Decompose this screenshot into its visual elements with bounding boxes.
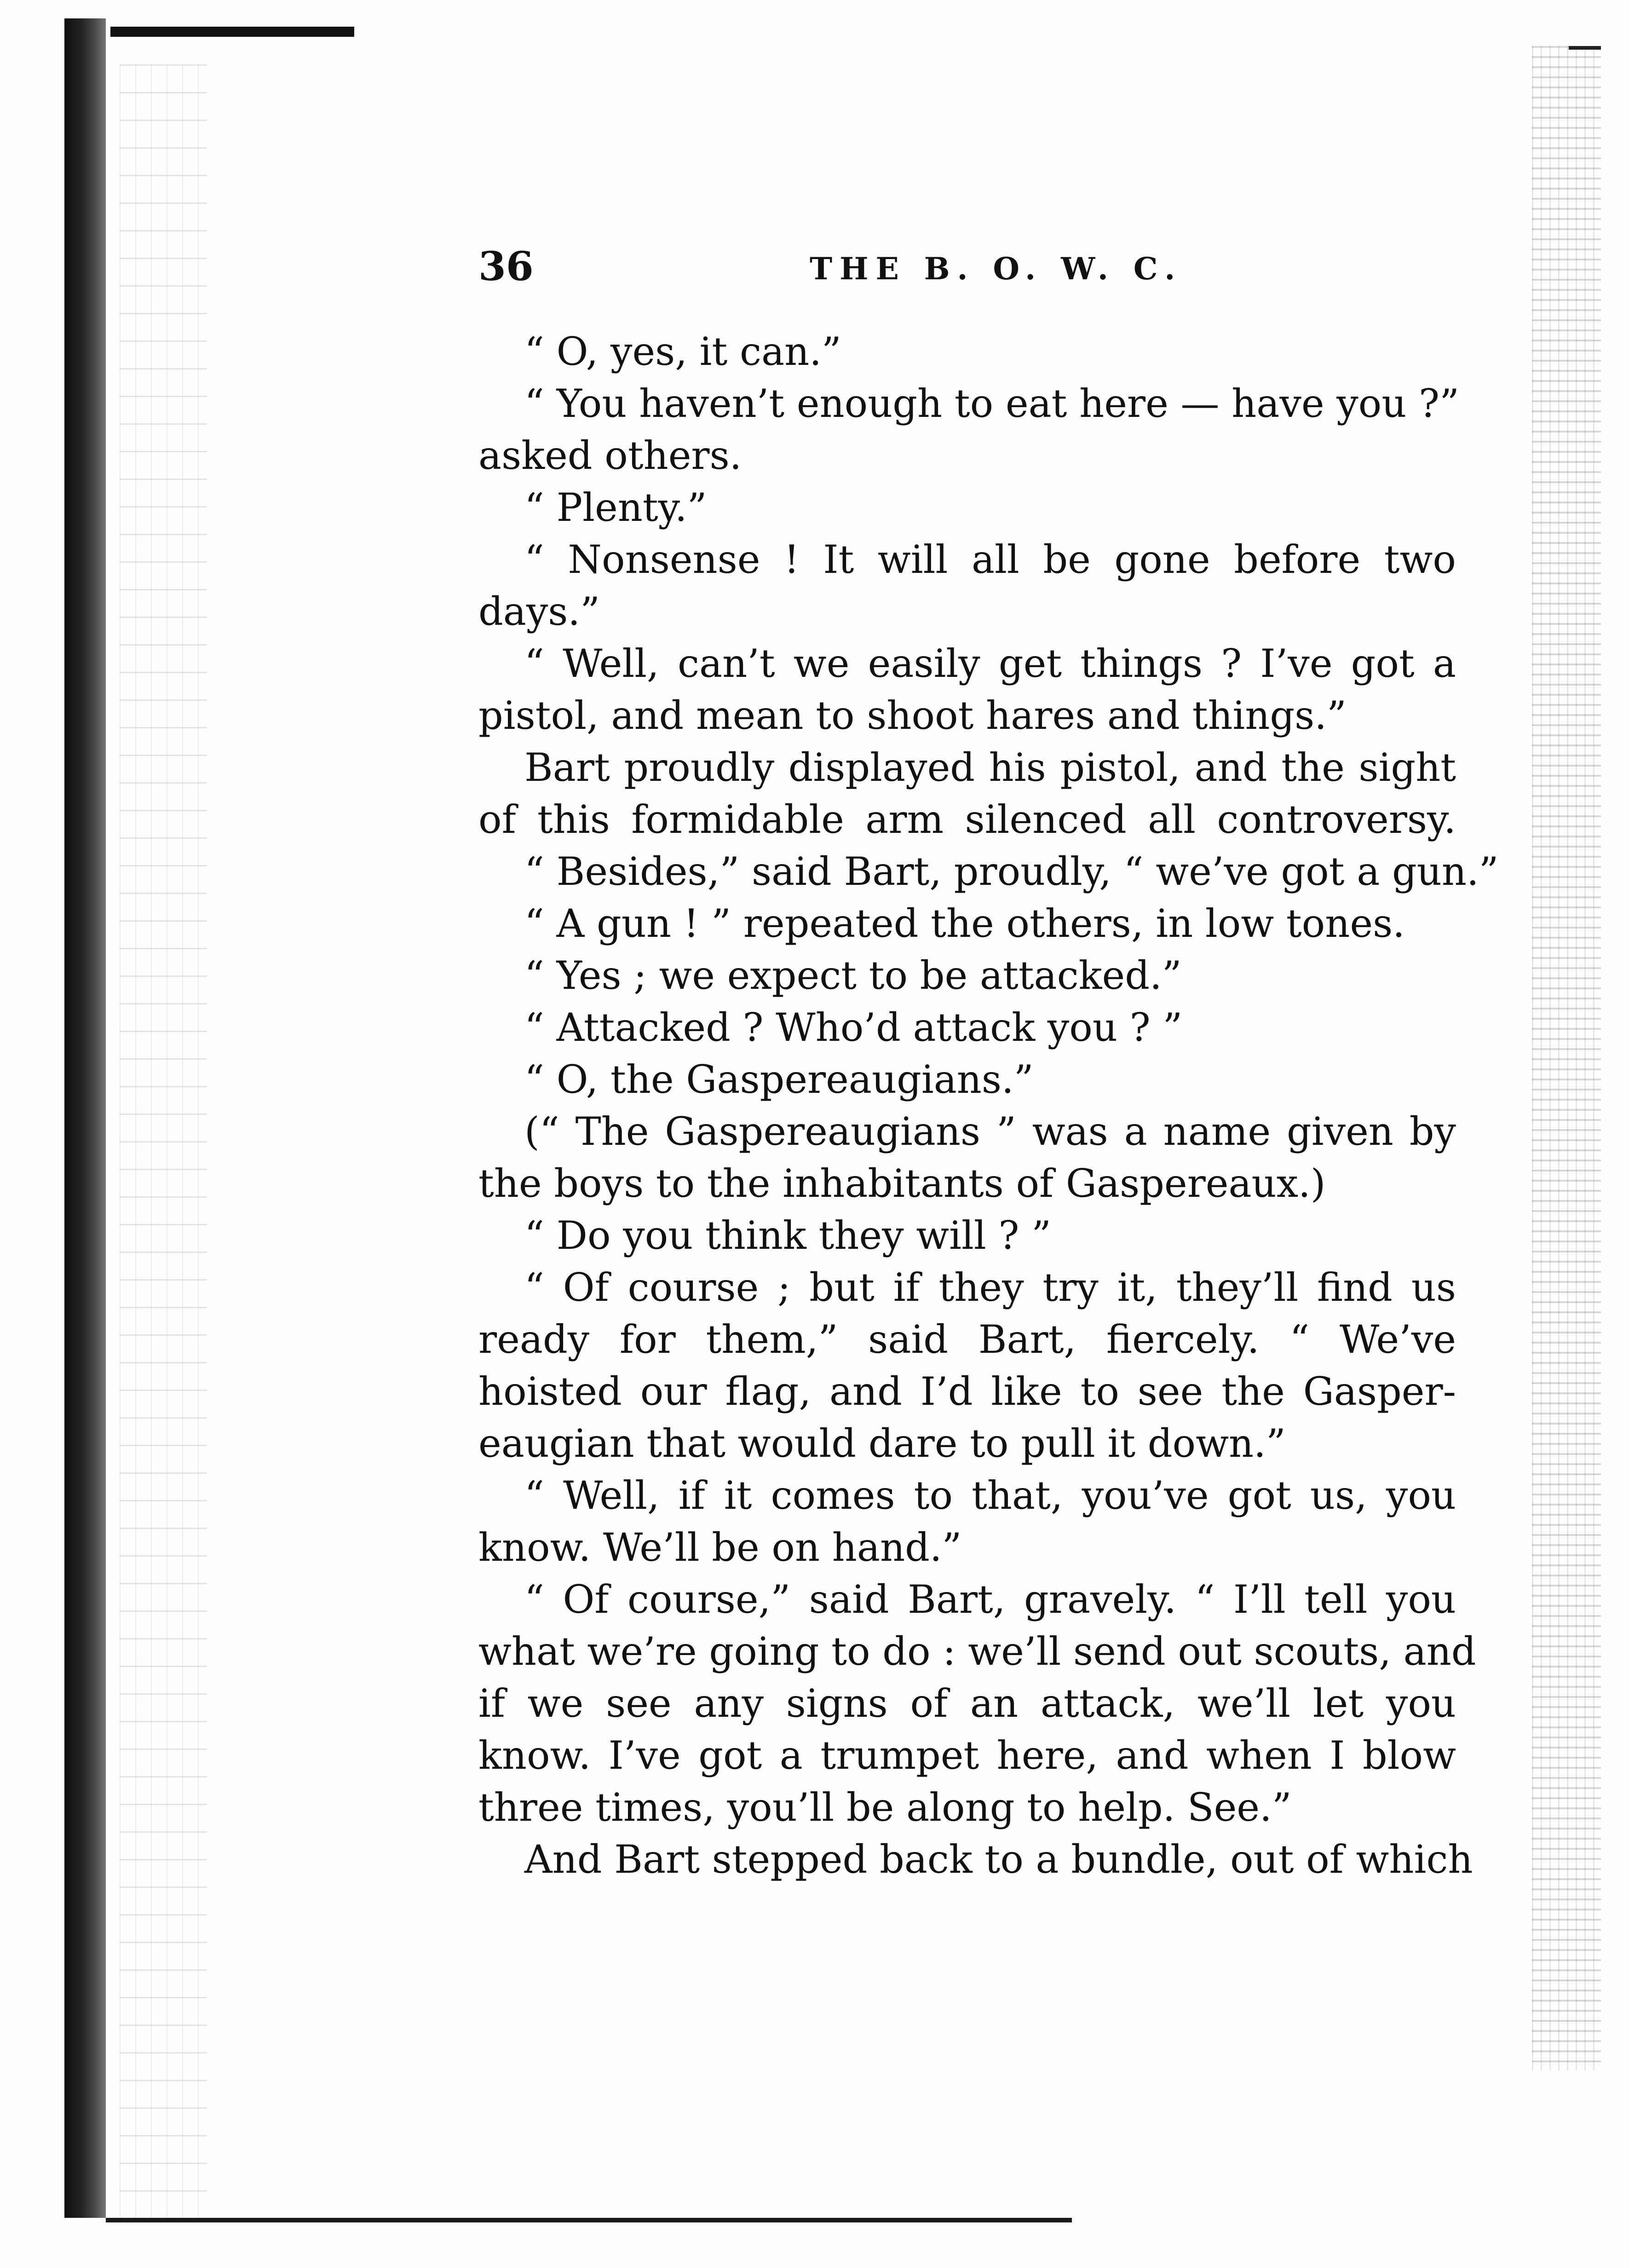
gutter-scan-noise xyxy=(120,64,207,2218)
running-head xyxy=(478,239,1445,294)
page-number: 36 xyxy=(478,243,534,290)
text-line: of this formidable arm silenced all controversy. xyxy=(478,797,1456,842)
binding-top-rule xyxy=(110,27,354,37)
text-line: asked others. xyxy=(478,433,742,478)
text-line: days.” xyxy=(478,589,600,634)
text-line: “ Nonsense ! It will all be gone before two xyxy=(524,537,1456,582)
text-line: eaugian that would dare to pull it down.” xyxy=(478,1421,1286,1466)
text-line: Bart proudly displayed his pistol, and the sight xyxy=(524,745,1456,790)
text-line: three times, you’ll be along to help. See.” xyxy=(478,1785,1292,1830)
book-binding-edge xyxy=(64,18,106,2218)
text-line: “ Plenty.” xyxy=(524,485,707,530)
running-title: THE B. O. W. C. xyxy=(810,251,1183,287)
text-line: “ You haven’t enough to eat here — have you ?” xyxy=(524,381,1460,426)
bottom-edge-rule xyxy=(106,2218,1072,2222)
text-line: “ A gun ! ” repeated the others, in low tones. xyxy=(524,901,1405,946)
text-line: ready for them,” said Bart, fiercely. “ We’ve xyxy=(478,1317,1456,1362)
text-line: “ Of course ; but if they try it, they’ll find us xyxy=(524,1265,1456,1310)
text-line: “ Do you think they will ? ” xyxy=(524,1213,1052,1258)
text-line: if we see any signs of an attack, we’ll let you xyxy=(478,1681,1456,1726)
text-line: “ Well, if it comes to that, you’ve got us, you xyxy=(524,1473,1456,1518)
text-line: the boys to the inhabitants of Gaspereaux.) xyxy=(478,1161,1326,1206)
text-line: know. I’ve got a trumpet here, and when I blow xyxy=(478,1733,1456,1778)
text-line: “ Besides,” said Bart, proudly, “ we’ve got a gun.” xyxy=(524,849,1499,894)
text-line: “ Yes ; we expect to be attacked.” xyxy=(524,953,1182,998)
body-text xyxy=(478,326,1499,1886)
text-line: And Bart stepped back to a bundle, out of which xyxy=(524,1837,1473,1882)
text-line: pistol, and mean to shoot hares and things.” xyxy=(478,693,1347,738)
text-line: hoisted our flag, and I’d like to see the Gasper- xyxy=(478,1369,1456,1414)
right-edge-scan-noise xyxy=(1532,46,1601,2071)
text-line: (“ The Gaspereaugians ” was a name given by xyxy=(524,1109,1456,1154)
text-line: “ Well, can’t we easily get things ? I’ve got a xyxy=(524,641,1456,686)
text-line: “ O, the Gaspereaugians.” xyxy=(524,1057,1034,1102)
text-line: “ O, yes, it can.” xyxy=(524,329,841,374)
text-line: know. We’ll be on hand.” xyxy=(478,1525,962,1570)
text-line: “ Attacked ? Who’d attack you ? ” xyxy=(524,1005,1183,1050)
text-line: “ Of course,” said Bart, gravely. “ I’ll tell you xyxy=(524,1577,1456,1622)
right-edge-mark xyxy=(1569,46,1601,50)
text-line: what we’re going to do : we’ll send out scouts, and xyxy=(478,1629,1476,1674)
